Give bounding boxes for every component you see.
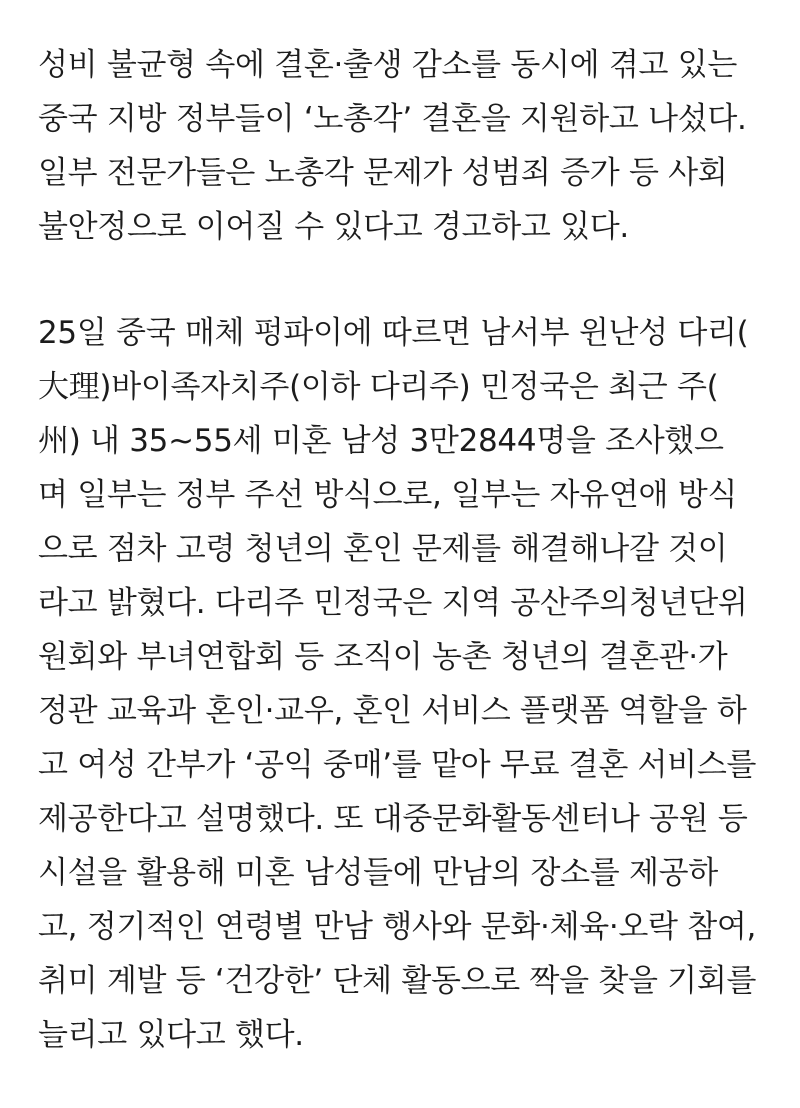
text-line: 제공한다고 설명했다. 또 대중문화활동센터나 공원 등: [38, 801, 748, 837]
text-line: 원회와 부녀연합회 등 조직이 농촌 청년의 결혼관·가: [38, 639, 728, 675]
text-line: 정관 교육과 혼인·교우, 혼인 서비스 플랫폼 역할을 하: [38, 693, 747, 729]
text-line: 시설을 활용해 미혼 남성들에 만남의 장소를 제공하: [38, 855, 718, 891]
text-line: 며 일부는 정부 주선 방식으로, 일부는 자유연애 방식: [38, 477, 737, 513]
paragraph-body: [38, 306, 778, 1062]
text-line: 大理)바이족자치주(이하 다리주) 민정국은 최근 주(: [38, 369, 719, 405]
text-line: 라고 밝혔다. 다리주 민정국은 지역 공산주의청년단위: [38, 585, 748, 621]
text-line: 늘리고 있다고 했다.: [38, 1017, 304, 1053]
text-line: 중국 지방 정부들이 ‘노총각’ 결혼을 지원하고 나섰다.: [38, 101, 747, 137]
paragraph-spacer: [38, 254, 778, 306]
text-line: 으로 점차 고령 청년의 혼인 문제를 해결해나갈 것이: [38, 531, 728, 567]
text-line: 취미 계발 등 ‘건강한’ 단체 활동으로 짝을 찾을 기회를: [38, 963, 757, 999]
paragraph-intro: [38, 38, 778, 254]
text-line: 고, 정기적인 연령별 만남 행사와 문화·체육·오락 참여,: [38, 909, 757, 945]
text-line: 고 여성 간부가 ‘공익 중매’를 맡아 무료 결혼 서비스를: [38, 747, 757, 783]
text-line: 일부 전문가들은 노총각 문제가 성범죄 증가 등 사회: [38, 155, 728, 191]
text-line: 불안정으로 이어질 수 있다고 경고하고 있다.: [38, 209, 629, 245]
text-line: 25일 중국 매체 펑파이에 따르면 남서부 윈난성 다리(: [38, 315, 749, 351]
text-line: 州) 내 35~55세 미혼 남성 3만2844명을 조사했으: [38, 423, 724, 459]
text-line: 성비 불균형 속에 결혼·출생 감소를 동시에 겪고 있는: [38, 47, 737, 83]
article-body: [38, 38, 778, 1062]
